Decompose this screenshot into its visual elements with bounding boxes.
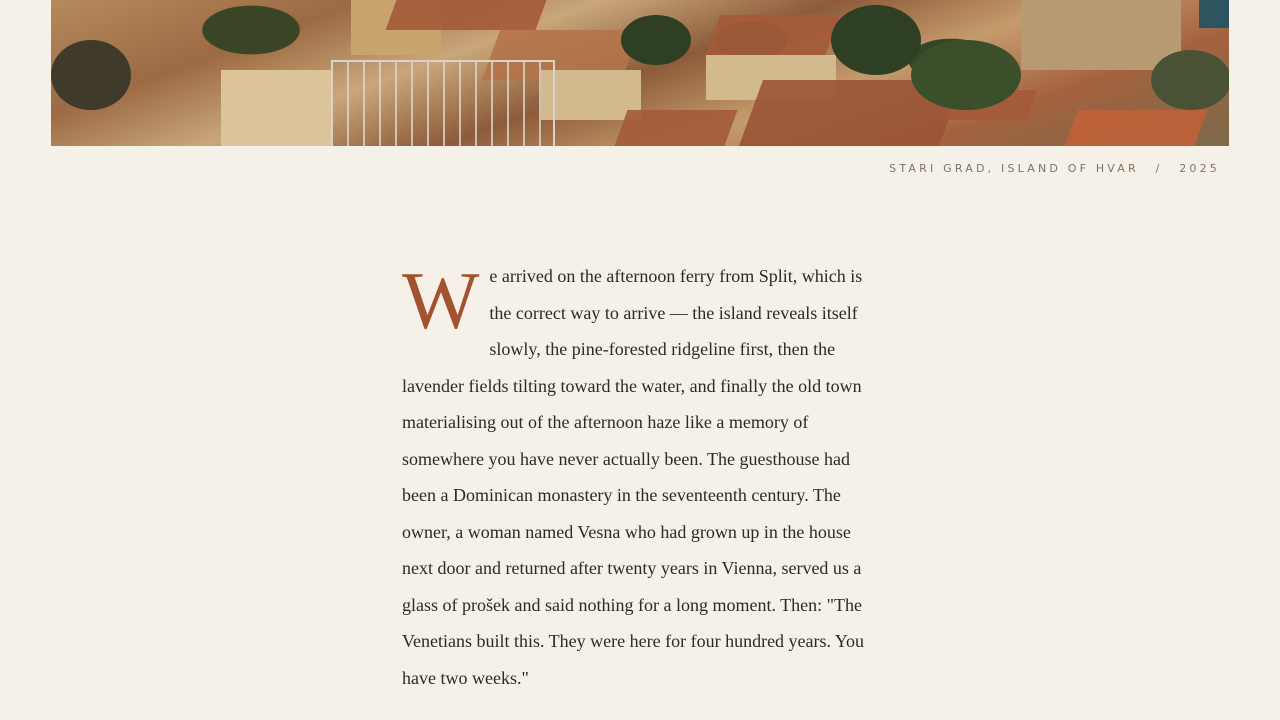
roof xyxy=(614,110,737,146)
caption-year: 2025 xyxy=(1179,162,1220,175)
building xyxy=(221,70,331,146)
building xyxy=(1021,0,1181,70)
drop-cap: W xyxy=(402,255,480,346)
tree xyxy=(51,40,131,110)
roof xyxy=(1064,110,1207,146)
paragraph-text: e arrived on the afternoon ferry from Split, which is the correct way to arrive — the island reveals itself slowly, the pine-forested ridgeline first, then the lavender fields tilting toward the water, and finally the old town materialising out of the afternoon haze like a memory of somewhere you have never actually been. The guesthouse had been a Dominican monastery in the seventeenth century. The owner, a woman named Vesna who had grown up in the house next door and returned after twenty years in Vienna, served us a glass of prošek and said nothing for a long moment. Then: "The Venetians built this. They were here for four hundred years. You have two weeks." xyxy=(402,266,865,688)
tree xyxy=(911,40,1021,110)
caption-location: STARI GRAD, ISLAND OF HVAR xyxy=(889,162,1139,175)
scaffolding xyxy=(331,60,555,146)
tree xyxy=(1151,50,1229,110)
tree xyxy=(831,5,921,75)
hero-photo xyxy=(51,0,1229,146)
roof xyxy=(386,0,547,30)
caption-separator: / xyxy=(1155,162,1163,175)
photo-caption xyxy=(889,162,1220,175)
tree xyxy=(621,15,691,65)
sea xyxy=(1199,0,1229,28)
article-paragraph xyxy=(402,255,874,696)
